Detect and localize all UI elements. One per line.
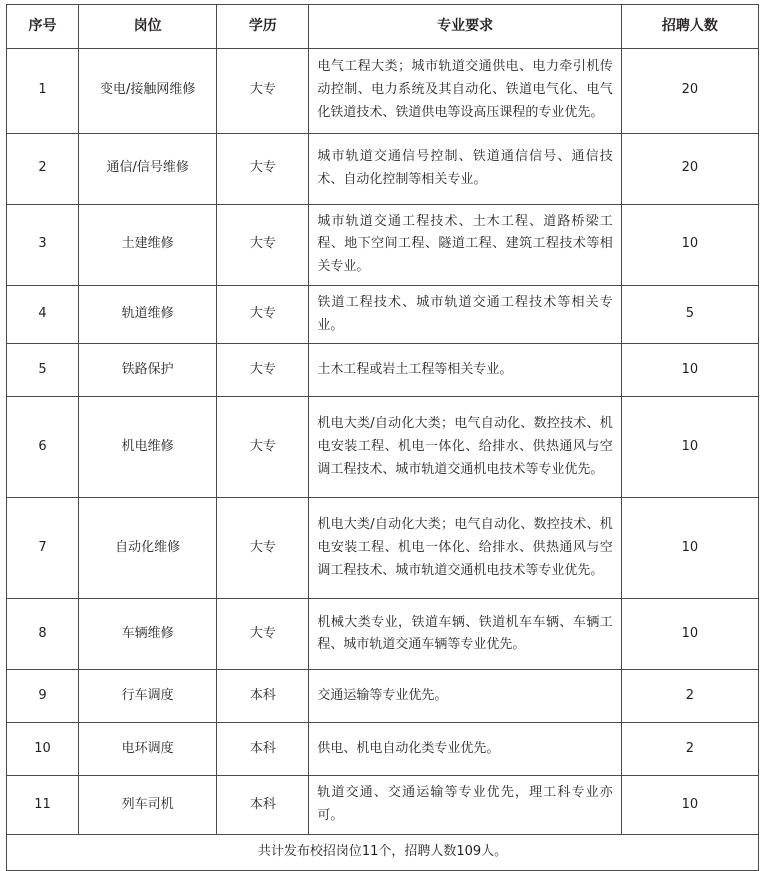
table-summary-row xyxy=(7,834,759,870)
cell-post: 变电/接触网维修 xyxy=(79,48,217,133)
cell-no: 1 xyxy=(7,48,79,133)
cell-education: 大专 xyxy=(217,133,309,204)
cell-headcount: 10 xyxy=(621,776,758,835)
cell-headcount: 20 xyxy=(621,133,758,204)
cell-requirements: 铁道工程技术、城市轨道交通工程技术等相关专业。 xyxy=(309,285,621,344)
column-header-no: 序号 xyxy=(7,5,79,49)
table-row xyxy=(7,599,759,670)
cell-headcount: 2 xyxy=(621,670,758,723)
cell-education: 大专 xyxy=(217,48,309,133)
cell-requirements: 轨道交通、交通运输等专业优先，理工科专业亦可。 xyxy=(309,776,621,835)
cell-no: 3 xyxy=(7,204,79,285)
cell-requirements: 供电、机电自动化类专业优先。 xyxy=(309,723,621,776)
cell-education: 大专 xyxy=(217,344,309,397)
cell-education: 本科 xyxy=(217,670,309,723)
table-row xyxy=(7,397,759,498)
cell-post: 自动化维修 xyxy=(79,498,217,599)
table-row xyxy=(7,344,759,397)
cell-no: 8 xyxy=(7,599,79,670)
cell-post: 轨道维修 xyxy=(79,285,217,344)
cell-education: 大专 xyxy=(217,285,309,344)
cell-headcount: 10 xyxy=(621,397,758,498)
summary-text: 共计发布校招岗位11个，招聘人数109人。 xyxy=(7,834,759,870)
column-header-headcount: 招聘人数 xyxy=(621,5,758,49)
cell-post: 列车司机 xyxy=(79,776,217,835)
table-body xyxy=(7,48,759,870)
table-row xyxy=(7,776,759,835)
cell-no: 6 xyxy=(7,397,79,498)
table-row xyxy=(7,285,759,344)
cell-requirements: 土木工程或岩土工程等相关专业。 xyxy=(309,344,621,397)
table-row xyxy=(7,670,759,723)
cell-post: 通信/信号维修 xyxy=(79,133,217,204)
cell-requirements: 电气工程大类；城市轨道交通供电、电力牵引机传动控制、电力系统及其自动化、铁道电气化、电气化铁道技术、铁道供电等设高压课程的专业优先。 xyxy=(309,48,621,133)
cell-requirements: 机械大类专业，铁道车辆、铁道机车车辆、车辆工程、城市轨道交通车辆等专业优先。 xyxy=(309,599,621,670)
cell-education: 本科 xyxy=(217,776,309,835)
table-row xyxy=(7,48,759,133)
column-header-post: 岗位 xyxy=(79,5,217,49)
cell-requirements: 交通运输等专业优先。 xyxy=(309,670,621,723)
cell-no: 10 xyxy=(7,723,79,776)
table-row xyxy=(7,723,759,776)
cell-requirements: 机电大类/自动化大类；电气自动化、数控技术、机电安装工程、机电一体化、给排水、供热通风与空调工程技术、城市轨道交通机电技术等专业优先。 xyxy=(309,498,621,599)
cell-requirements: 城市轨道交通信号控制、铁道通信信号、通信技术、自动化控制等相关专业。 xyxy=(309,133,621,204)
cell-post: 铁路保护 xyxy=(79,344,217,397)
table-header-row xyxy=(7,5,759,49)
cell-post: 车辆维修 xyxy=(79,599,217,670)
cell-no: 5 xyxy=(7,344,79,397)
cell-post: 土建维修 xyxy=(79,204,217,285)
cell-no: 2 xyxy=(7,133,79,204)
column-header-requirements: 专业要求 xyxy=(309,5,621,49)
cell-requirements: 机电大类/自动化大类；电气自动化、数控技术、机电安装工程、机电一体化、给排水、供热通风与空调工程技术、城市轨道交通机电技术等专业优先。 xyxy=(309,397,621,498)
cell-education: 本科 xyxy=(217,723,309,776)
cell-headcount: 2 xyxy=(621,723,758,776)
column-header-education: 学历 xyxy=(217,5,309,49)
cell-education: 大专 xyxy=(217,599,309,670)
cell-education: 大专 xyxy=(217,204,309,285)
cell-post: 机电维修 xyxy=(79,397,217,498)
table-header xyxy=(7,5,759,49)
table-row xyxy=(7,133,759,204)
cell-education: 大专 xyxy=(217,397,309,498)
cell-post: 电环调度 xyxy=(79,723,217,776)
table-row xyxy=(7,498,759,599)
cell-no: 9 xyxy=(7,670,79,723)
cell-post: 行车调度 xyxy=(79,670,217,723)
cell-headcount: 20 xyxy=(621,48,758,133)
cell-headcount: 10 xyxy=(621,599,758,670)
cell-no: 7 xyxy=(7,498,79,599)
recruitment-table xyxy=(6,4,759,871)
table-row xyxy=(7,204,759,285)
cell-no: 11 xyxy=(7,776,79,835)
cell-no: 4 xyxy=(7,285,79,344)
cell-education: 大专 xyxy=(217,498,309,599)
cell-headcount: 5 xyxy=(621,285,758,344)
cell-requirements: 城市轨道交通工程技术、土木工程、道路桥梁工程、地下空间工程、隧道工程、建筑工程技术等相关专业。 xyxy=(309,204,621,285)
cell-headcount: 10 xyxy=(621,204,758,285)
cell-headcount: 10 xyxy=(621,498,758,599)
cell-headcount: 10 xyxy=(621,344,758,397)
